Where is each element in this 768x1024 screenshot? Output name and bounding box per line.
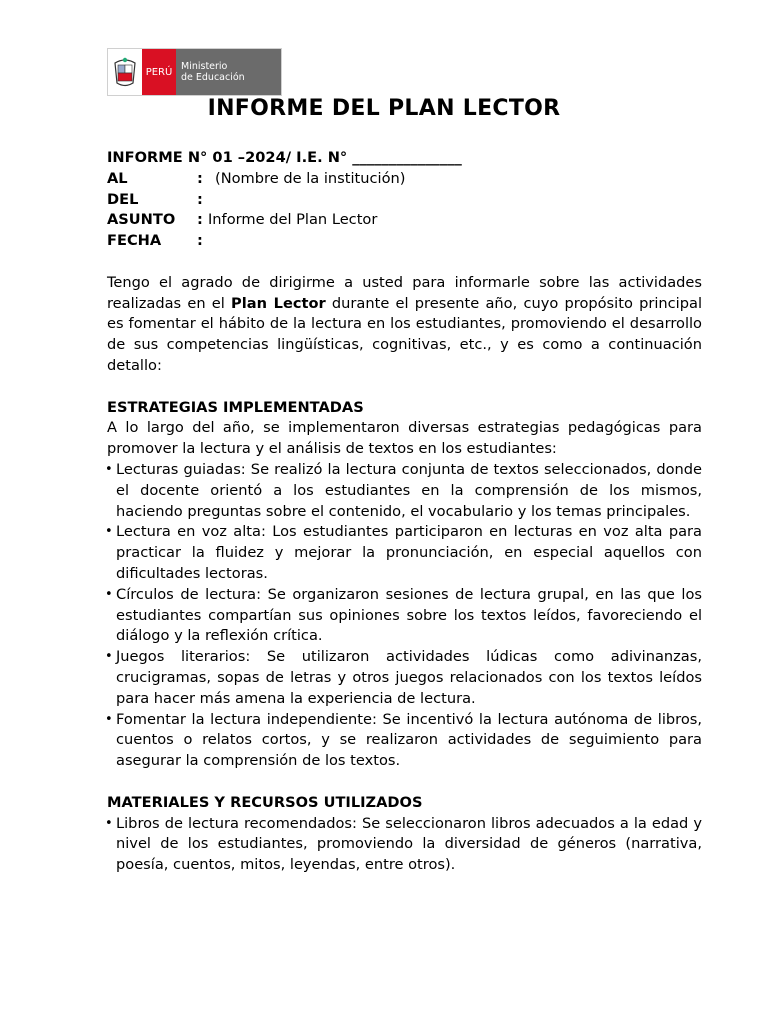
header-key: FECHA <box>107 232 162 250</box>
header-value: Informe del Plan Lector <box>208 211 378 229</box>
list-item: • Lectura en voz alta: Los estudiantes participaron en lecturas en voz alta para practicar la fluidez y mejorar la pronunciación, en especial aquellos con dificultades lectoras. <box>107 522 702 584</box>
header-key: ASUNTO <box>107 211 176 229</box>
header-key: DEL <box>107 190 139 208</box>
strategies-list <box>107 460 702 772</box>
logo-ministry-line1: Ministerio <box>181 61 228 72</box>
header-row-al: AL : (Nombre de la institución) <box>107 169 702 190</box>
list-item: • Fomentar la lectura independiente: Se incentivó la lectura autónoma de libros, cuentos o relatos cortos, y se realizaron actividades de seguimiento para asegurar la comprensión de los textos. <box>107 710 702 772</box>
header-row-asunto: ASUNTO : Informe del Plan Lector <box>107 210 702 231</box>
header-value: (Nombre de la institución) <box>215 169 406 187</box>
logo-ministry <box>176 49 281 95</box>
list-item: • Libros de lectura recomendados: Se seleccionaron libros adecuados a la edad y nivel de los estudiantes, promoviendo la diversidad de géneros (narrativa, poesía, cuentos, mitos, leyendas, entre otros). <box>107 814 702 876</box>
list-item: • Círculos de lectura: Se organizaron sesiones de lectura grupal, en las que los estudiantes compartían sus opiniones sobre los textos leídos, favoreciendo el diálogo y la reflexión crítica. <box>107 585 702 647</box>
informe-number: INFORME N° 01 –2024/ I.E. N° _______________ <box>107 149 462 166</box>
logo-country: PERÚ <box>142 49 176 95</box>
intro-paragraph: Tengo el agrado de dirigirme a usted para informarle sobre las actividades realizadas en el Plan Lector durante el presente año, cuyo propósito principal es fomentar el hábito de la lectura en los estudiantes, promoviendo el desarrollo de sus competencias lingüísticas, cognitivas, etc., y es como a continuación detallo: <box>107 273 702 374</box>
plan-lector-bold: Plan Lector <box>231 294 326 312</box>
logo-ministry-line2: de Educación <box>181 72 245 83</box>
list-item: • Lecturas guiadas: Se realizó la lectura conjunta de textos seleccionados, donde el docente orientó a los estudiantes en la comprensión de los mismos, haciendo preguntas sobre el contenido, el vocabulario y los temas principales. <box>107 460 702 522</box>
header-row-fecha: FECHA : <box>107 231 702 252</box>
header-row-del: DEL : <box>107 190 702 211</box>
strategies-heading: ESTRATEGIAS IMPLEMENTADAS <box>107 398 364 416</box>
document-body <box>107 148 702 876</box>
coat-of-arms-icon <box>108 49 142 95</box>
list-item: • Juegos literarios: Se utilizaron actividades lúdicas como adivinanzas, crucigramas, sopas de letras y otros juegos relacionados con los textos leídos para hacer más amena la experiencia de lectura. <box>107 647 702 709</box>
ministry-logo <box>107 48 282 96</box>
document-title: INFORME DEL PLAN LECTOR <box>207 96 561 121</box>
materials-heading: MATERIALES Y RECURSOS UTILIZADOS <box>107 793 423 811</box>
header-key: AL <box>107 169 128 187</box>
materials-list <box>107 814 702 876</box>
strategies-intro: A lo largo del año, se implementaron diversas estrategias pedagógicas para promover la lectura y el análisis de textos en los estudiantes: <box>107 419 702 458</box>
